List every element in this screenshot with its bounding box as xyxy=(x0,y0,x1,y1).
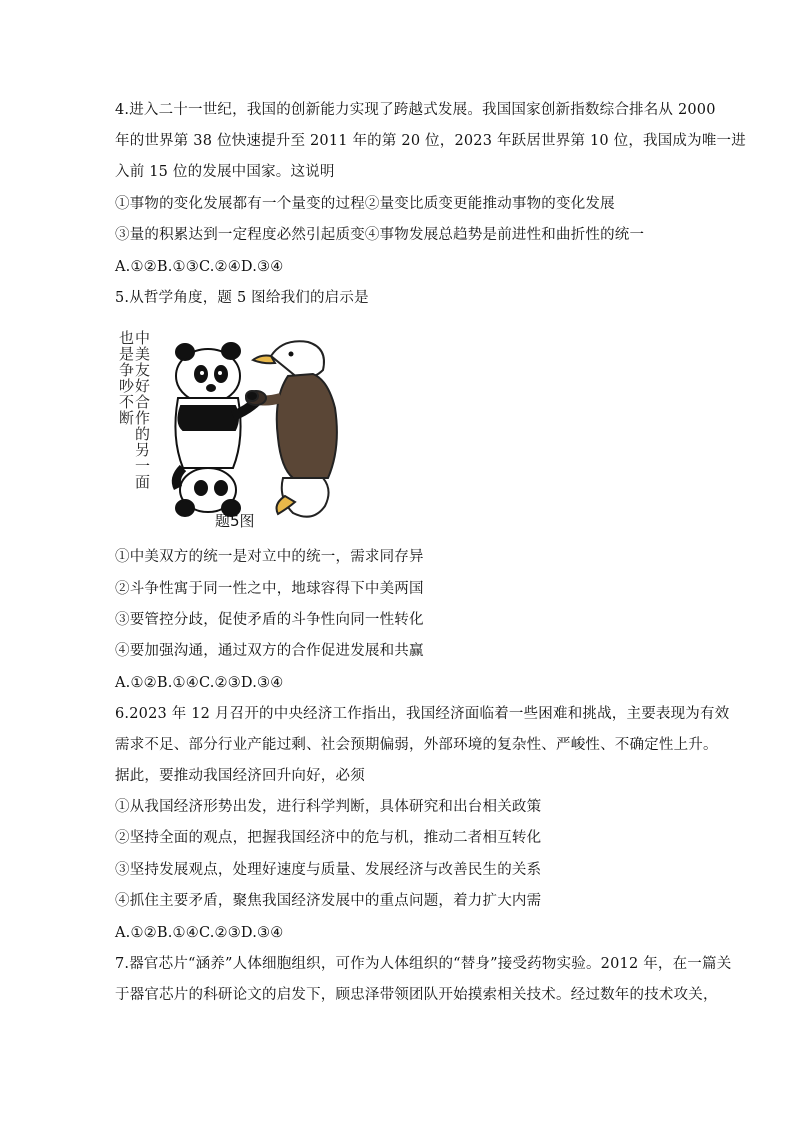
q6-option-1: ①从我国经济形势出发，进行科学判断，具体研究和出台相关政策 xyxy=(115,799,542,815)
q6-choices: A.①②B.①④C.②③D.③④ xyxy=(115,925,284,941)
handshake-icon xyxy=(246,391,266,405)
q7-stem-line-1: 7.器官芯片“涵养”人体细胞组织，可作为人体组织的“替身”接受药物实验。2012 年，在一篇关 xyxy=(115,956,732,972)
q5-option-3: ③要管控分歧，促使矛盾的斗争性向同一性转化 xyxy=(115,612,424,628)
q5-option-2: ②斗争性寓于同一性之中，地球容得下中美两国 xyxy=(115,581,424,597)
q6-option-2: ②坚持全面的观点，把握我国经济中的危与机，推动二者相互转化 xyxy=(115,830,542,846)
q6-option-4: ④抓住主要矛盾，聚焦我国经济发展中的重点问题，着力扩大内需 xyxy=(115,893,542,909)
q5-choices: A.①②B.①④C.②③D.③④ xyxy=(115,675,284,691)
q4-stem-line-3: 入前 15 位的发展中国家。这说明 xyxy=(115,164,335,180)
q4-options-3-4: ③量的积累达到一定程度必然引起质变④事物发展总趋势是前进性和曲折性的统一 xyxy=(115,227,645,243)
q6-option-3: ③坚持发展观点，处理好速度与质量、发展经济与改善民生的关系 xyxy=(115,862,542,878)
cartoon-vertical-text-left: 也是争吵不断 xyxy=(117,330,135,426)
q4-stem-line-2: 年的世界第 38 位快速提升至 2011 年的第 20 位，2023 年跃居世界第 10 位，我国成为唯一进 xyxy=(115,133,746,149)
q6-stem-line-1: 6.2023 年 12 月召开的中央经济工作指出，我国经济面临着一些困难和挑战，主要表现为有效 xyxy=(115,706,730,722)
q5-stem: 5.从哲学角度，题 5 图给我们的启示是 xyxy=(115,290,369,306)
q6-stem-line-3: 据此，要推动我国经济回升向好，必须 xyxy=(115,768,365,784)
q5-option-4: ④要加强沟通，通过双方的合作促进发展和共赢 xyxy=(115,643,424,659)
q4-stem-line-1: 4.进入二十一世纪，我国的创新能力实现了跨越式发展。我国国家创新指数综合排名从 2000 xyxy=(115,102,716,118)
q5-option-1: ①中美双方的统一是对立中的统一，需求同存异 xyxy=(115,549,424,565)
q5-cartoon-figure xyxy=(113,318,353,533)
panda-icon xyxy=(175,343,258,516)
eagle-icon xyxy=(253,341,337,516)
panda-eagle-cartoon xyxy=(113,318,353,533)
q4-choices: A.①②B.①③C.②④D.③④ xyxy=(115,259,284,275)
q6-stem-line-2: 需求不足、部分行业产能过剩、社会预期偏弱，外部环境的复杂性、严峻性、不确定性上升。 xyxy=(115,737,718,753)
q7-stem-line-2: 于器官芯片的科研论文的启发下，顾忠泽带领团队开始摸索相关技术。经过数年的技术攻关， xyxy=(115,987,718,1003)
q5-figure-caption: 题5图 xyxy=(215,512,255,530)
q4-options-1-2: ①事物的变化发展都有一个量变的过程②量变比质变更能推动事物的变化发展 xyxy=(115,196,615,212)
cartoon-vertical-text-right: 中美友好合作的另一面 xyxy=(133,330,151,490)
